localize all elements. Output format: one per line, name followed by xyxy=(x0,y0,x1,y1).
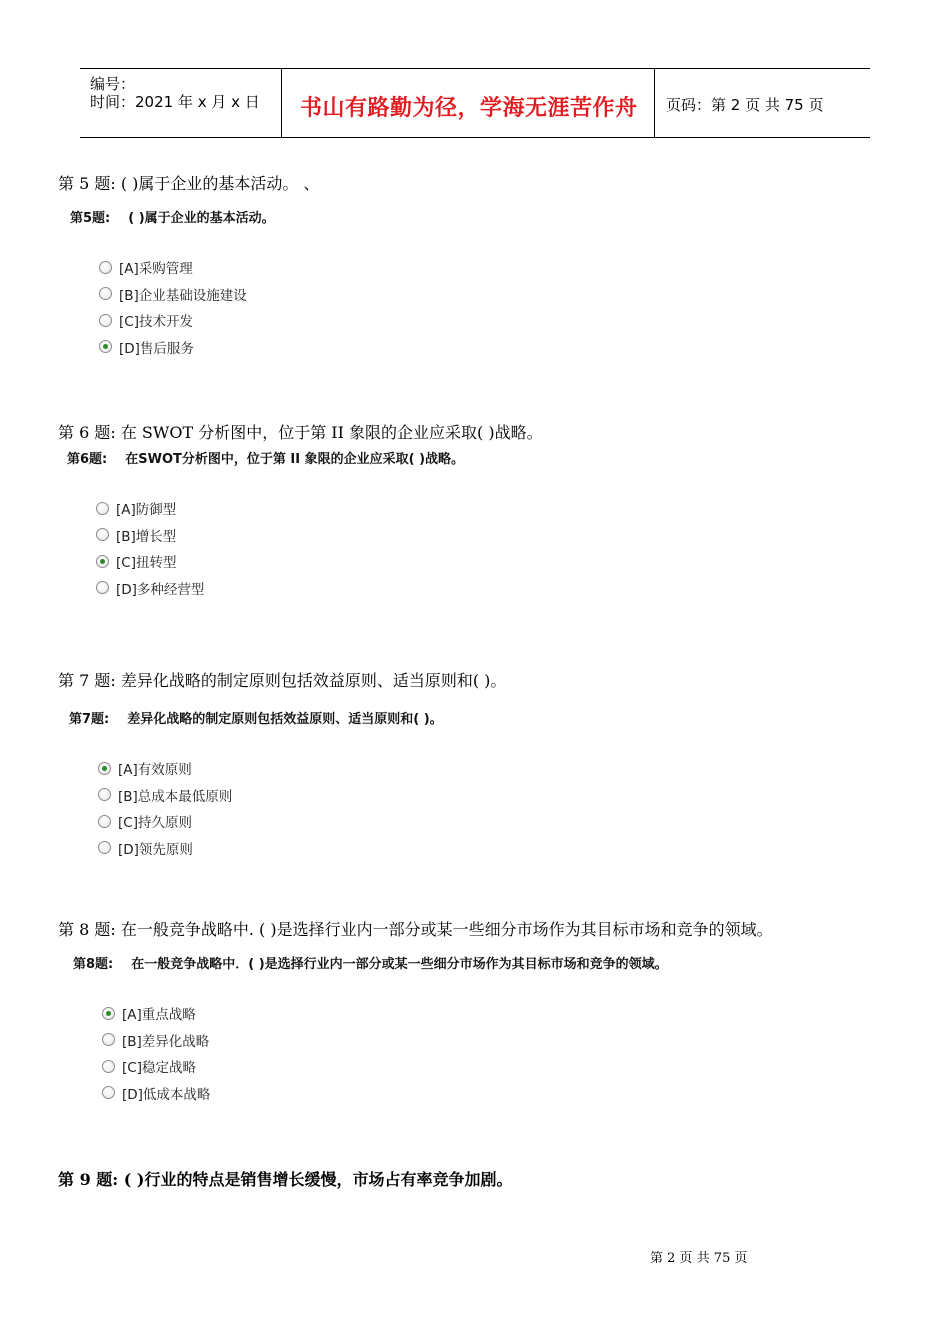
option-list xyxy=(102,1000,210,1106)
option-label: [C]稳定战略 xyxy=(122,1060,196,1077)
question-number: 第8题: xyxy=(73,957,114,972)
radio-icon[interactable] xyxy=(102,1086,115,1099)
option-d[interactable] xyxy=(98,835,232,862)
option-b[interactable] xyxy=(102,1027,210,1054)
question-number: 第5题: xyxy=(70,211,111,226)
radio-icon[interactable] xyxy=(96,581,109,594)
radio-icon[interactable] xyxy=(98,841,111,854)
radio-icon[interactable] xyxy=(96,528,109,541)
question-number: 第7题: xyxy=(69,712,110,727)
radio-icon[interactable] xyxy=(99,287,112,300)
question-text: ( )属于企业的基本活动。 xyxy=(128,211,275,226)
question-text: 在SWOT分析图中，位于第 II 象限的企业应采取( )战略。 xyxy=(125,452,465,467)
page-label: 页码：第 2 页 共 75 页 xyxy=(666,96,824,114)
option-label: [B]增长型 xyxy=(116,528,177,545)
option-label: [B]企业基础设施建设 xyxy=(119,287,247,304)
option-a[interactable] xyxy=(96,495,204,522)
radio-icon[interactable] xyxy=(99,261,112,274)
option-b[interactable] xyxy=(96,522,204,549)
option-label: [B]差异化战略 xyxy=(122,1033,210,1050)
option-label: [A]防御型 xyxy=(116,502,177,519)
option-label: [A]重点战略 xyxy=(122,1007,196,1024)
option-a[interactable] xyxy=(98,755,232,782)
option-label: [A]有效原则 xyxy=(118,762,192,779)
number-label: 编号： xyxy=(90,75,136,93)
time-label: 时间：2021 年 x 月 x 日 xyxy=(90,93,260,111)
option-c[interactable] xyxy=(102,1053,210,1080)
option-label: [A]采购管理 xyxy=(119,261,193,278)
option-b[interactable] xyxy=(99,281,247,308)
radio-icon[interactable] xyxy=(102,1033,115,1046)
question-screenshot-text xyxy=(67,448,464,467)
header-page-cell xyxy=(656,69,870,137)
option-label: [D]低成本战略 xyxy=(122,1086,211,1103)
radio-icon[interactable] xyxy=(98,788,111,801)
page-header xyxy=(80,68,870,138)
question-title: 第 6 题: 在 SWOT 分析图中，位于第 II 象限的企业应采取( )战略。 xyxy=(58,423,543,442)
question-screenshot-text xyxy=(73,953,668,972)
question-screenshot-text xyxy=(69,708,443,727)
header-motto-cell xyxy=(282,69,655,137)
question-title: 第 9 题: ( )行业的特点是销售增长缓慢，市场占有率竞争加剧。 xyxy=(58,1170,513,1189)
option-d[interactable] xyxy=(102,1080,210,1107)
option-d[interactable] xyxy=(99,334,247,361)
option-list xyxy=(99,254,247,360)
question-title: 第 8 题: 在一般竞争战略中. ( )是选择行业内一部分或某一些细分市场作为其目标市场和竞争的领域。 xyxy=(58,920,773,939)
question-number: 第6题: xyxy=(67,452,108,467)
option-label: [D]领先原则 xyxy=(118,841,193,858)
option-a[interactable] xyxy=(102,1000,210,1027)
option-label: [C]技术开发 xyxy=(119,314,193,331)
question-title: 第 7 题: 差异化战略的制定原则包括效益原则、适当原则和( )。 xyxy=(58,671,507,690)
question-screenshot-text xyxy=(70,207,275,226)
option-b[interactable] xyxy=(98,782,232,809)
option-label: [C]扭转型 xyxy=(116,555,177,572)
option-d[interactable] xyxy=(96,575,204,602)
radio-icon[interactable] xyxy=(98,815,111,828)
question-title: 第 5 题: ( )属于企业的基本活动。 、 xyxy=(58,174,320,193)
radio-selected-icon[interactable] xyxy=(102,1007,115,1020)
option-list xyxy=(98,755,232,861)
option-c[interactable] xyxy=(98,808,232,835)
radio-selected-icon[interactable] xyxy=(96,555,109,568)
option-list xyxy=(96,495,204,601)
option-c[interactable] xyxy=(96,548,204,575)
radio-icon[interactable] xyxy=(99,314,112,327)
question-text: 在一般竞争战略中．( )是选择行业内一部分或某一些细分市场作为其目标市场和竞争的领域。 xyxy=(131,957,668,972)
header-info-cell xyxy=(80,69,282,137)
option-label: [D]售后服务 xyxy=(119,340,194,357)
option-c[interactable] xyxy=(99,307,247,334)
page-footer: 第 2 页 共 75 页 xyxy=(650,1251,748,1266)
radio-icon[interactable] xyxy=(96,502,109,515)
radio-selected-icon[interactable] xyxy=(98,762,111,775)
option-label: [C]持久原则 xyxy=(118,815,192,832)
question-text: 差异化战略的制定原则包括效益原则、适当原则和( )。 xyxy=(127,712,443,727)
option-a[interactable] xyxy=(99,254,247,281)
option-label: [D]多种经营型 xyxy=(116,581,205,598)
radio-selected-icon[interactable] xyxy=(99,340,112,353)
motto: 书山有路勤为径，学海无涯苦作舟 xyxy=(300,96,638,121)
option-label: [B]总成本最低原则 xyxy=(118,788,233,805)
radio-icon[interactable] xyxy=(102,1060,115,1073)
